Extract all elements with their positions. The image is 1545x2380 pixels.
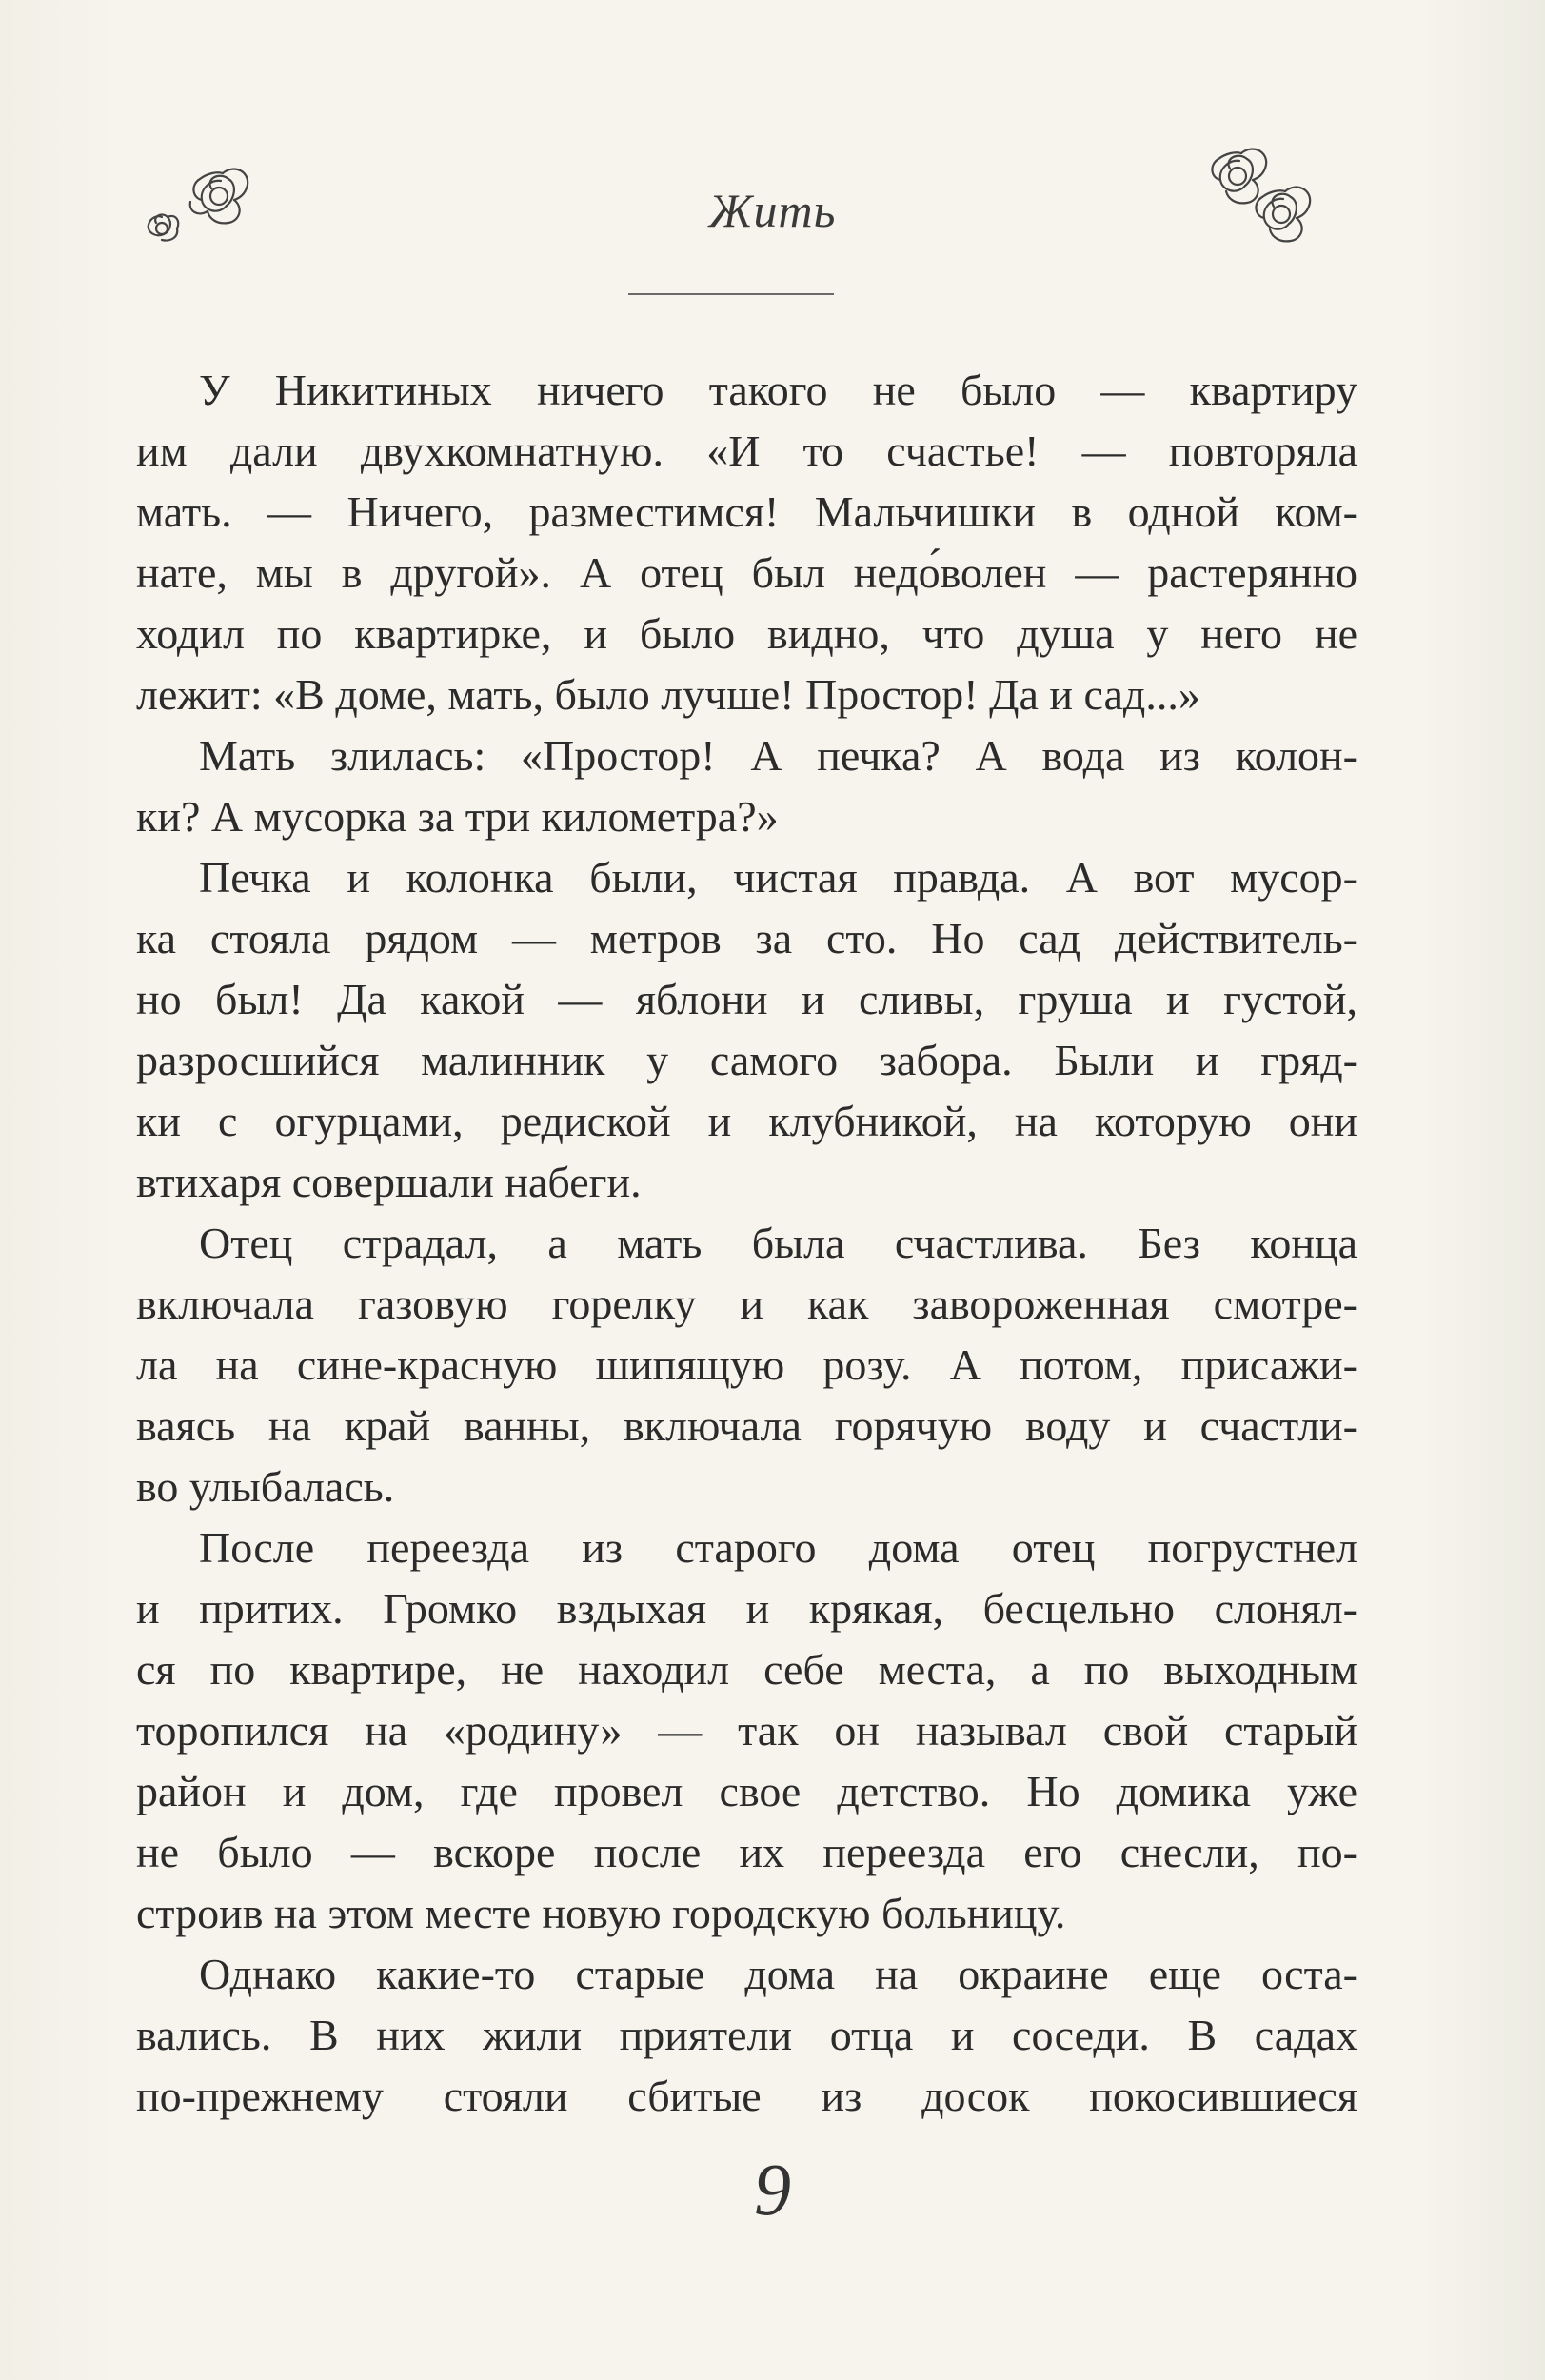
running-head: Жить xyxy=(708,184,837,237)
text-line: во улыбалась. xyxy=(136,1462,395,1511)
text-line: ла на сине-красную шипящую розу. А потом, присажи- xyxy=(136,1340,1357,1389)
text-line: После переезда из старого дома отец погрустнел xyxy=(199,1523,1357,1572)
text-line: лежит: «В доме, мать, было лучше! Простор! Да и сад...» xyxy=(136,670,1200,719)
text-line: не было — вскоре после их переезда его снесли, по- xyxy=(136,1828,1357,1876)
text-line: Печка и колонка были, чистая правда. А вот мусор- xyxy=(199,853,1357,902)
text-line: им дали двухкомнатную. «И то счастье! — повторяла xyxy=(136,426,1357,475)
text-line: У Никитиных ничего такого не было — квартиру xyxy=(199,366,1357,414)
text-line: ки с огурцами, редиской и клубникой, на которую они xyxy=(136,1097,1357,1145)
text-line: вались. В них жили приятели отца и соседи. В садах xyxy=(136,2011,1357,2059)
text-line: ходил по квартирке, и было видно, что душа у него не xyxy=(136,609,1357,658)
text-line: втихаря совершали набеги. xyxy=(136,1158,642,1206)
text-line: ка стояла рядом — метров за сто. Но сад действитель- xyxy=(136,914,1357,962)
text-line: но был! Да какой — яблони и сливы, груша и густой, xyxy=(136,975,1357,1023)
text-line: строив на этом месте новую городскую больницу. xyxy=(136,1889,1066,1937)
text-line: Однако какие-то старые дома на окраине еще оста- xyxy=(199,1950,1357,1998)
body-text xyxy=(136,360,1357,2127)
text-line: ки? А мусорка за три километра?» xyxy=(136,792,779,841)
text-line: включала газовую горелку и как завороженная смотре- xyxy=(136,1279,1357,1328)
text-line: нате, мы в другой». А отец был недо́волен — растерянно xyxy=(136,548,1357,597)
text-line: район и дом, где провел свое детство. Но домика уже xyxy=(136,1767,1357,1815)
text-line: торопился на «родину» — так он называл свой старый xyxy=(136,1706,1357,1755)
page-number: 9 xyxy=(754,2148,791,2231)
text-line: разросшийся малинник у самого забора. Были и гряд- xyxy=(136,1036,1357,1084)
text-line: ваясь на край ванны, включала горячую воду и счастли- xyxy=(136,1401,1357,1450)
text-line: и притих. Громко вздыхая и крякая, бесцельно слонял- xyxy=(136,1584,1357,1633)
text-line: Мать злилась: «Простор! А печка? А вода из колон- xyxy=(199,731,1357,780)
text-line: мать. — Ничего, разместимся! Мальчишки в одной ком- xyxy=(136,487,1357,536)
text-line: Отец страдал, а мать была счастлива. Без конца xyxy=(199,1219,1357,1267)
text-line: ся по квартире, не находил себе места, а по выходным xyxy=(136,1645,1357,1694)
text-line: по-прежнему стояли сбитые из досок покосившиеся xyxy=(136,2072,1357,2120)
header-divider xyxy=(628,293,834,295)
